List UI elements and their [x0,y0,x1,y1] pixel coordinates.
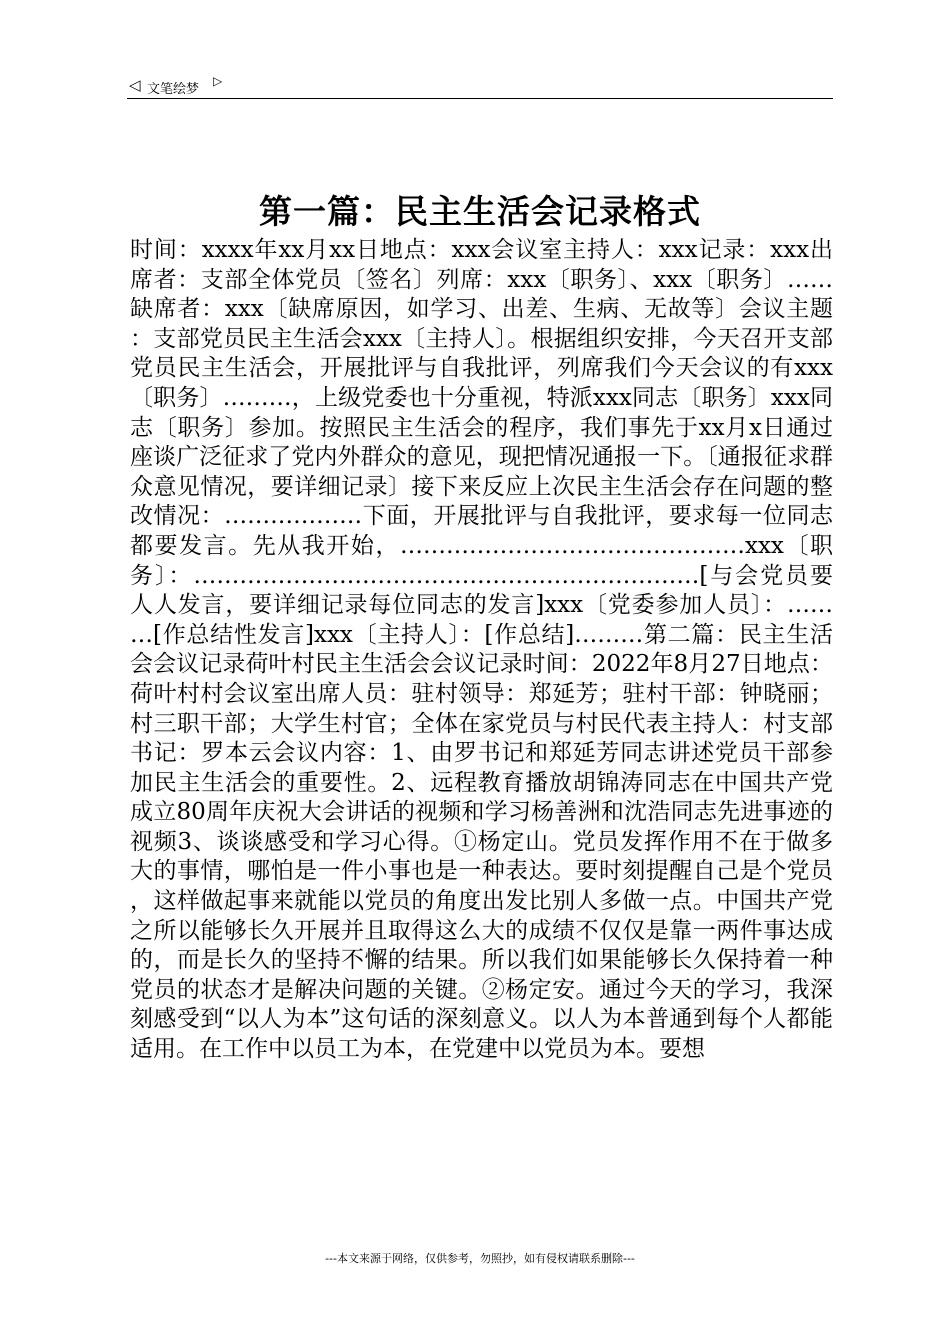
triangle-right-icon: ▷ [213,74,223,88]
document-title: 第一篇：民主生活会记录格式 [259,192,701,231]
page-footer: ---本文来源于网络，仅供参考，勿照抄，如有侵权请联系删除--- [325,1252,635,1265]
header-brand: 文笔绘梦 [147,82,200,97]
triangle-left-icon: ◁ [129,76,141,94]
document-body: 时间：xxxx年xx月xx日地点：xxx会议室主持人：xxx记录：xxx出席者：支部全体党员〔签名〕列席：xxx〔职务〕、xxx〔职务〕……缺席者：xxx〔缺席原因，如学习、出差、生病、无故等〕会议主题：支部党员民主生活会xxx〔主持人〕。根据组织安排，今天召开支部党员民主生活会，开展批评与自我批评，列席我们今天会议的有xxx〔职务〕………，上级党委也十分重视，特派xxx同志〔职务〕xxx同志〔职务〕参加。按照民主生活会的程序，我们事先于xx月x日通过座谈广泛征求了党内外群众的意见，现把情况通报一下。〔通报征求群众意见情况，要详细记录〕接下来反应上次民主生活会存在问题的整改情况：………………下面，开展批评与自我批评，要求每一位同志都要发言。先从我开始，………………………………………xxx〔职务〕：…………………………………………………………[与会党员要人人发言，要详细记录每位同志的发言]xxx〔党委参加人员〕：………[作总结性发言]xxx〔主持人〕：[作总结]………第二篇：民主生活会会议记录荷叶村民主生活会会议记录时间：2022年8月27日地点：荷叶村村会议室出席人员：驻村领导：郑延芳；驻村干部：钟晓丽；村三职干部；大学生村官；全体在家党员与村民代表主持人：村支部书记：罗本云会议内容：1、由罗书记和郑延芳同志讲述党员干部参加民主生活会的重要性。2、远程教育播放胡锦涛同志在中国共产党成立80周年庆祝大会讲话的视频和学习杨善洲和沈浩同志先进事迹的视频3、谈谈感受和学习心得。①杨定山。党员发挥作用不在于做多大的事情，哪怕是一件小事也是一种表达。要时刻提醒自己是个党员，这样做起事来就能以党员的角度出发比别人多做一点。中国共产党之所以能够长久开展并且取得这么大的成绩不仅仅是靠一两件事达成的，而是长久的坚持不懈的结果。所以我们如果能够长久保持着一种党员的状态才是解决问题的关键。②杨定安。通过今天的学习，我深刻感受到“以人为本”这句话的深刻意义。以人为本普通到每个人都能适用。在工作中以员工为本，在党建中以党员为本。要想 [130,237,833,1063]
page-header [127,74,833,99]
